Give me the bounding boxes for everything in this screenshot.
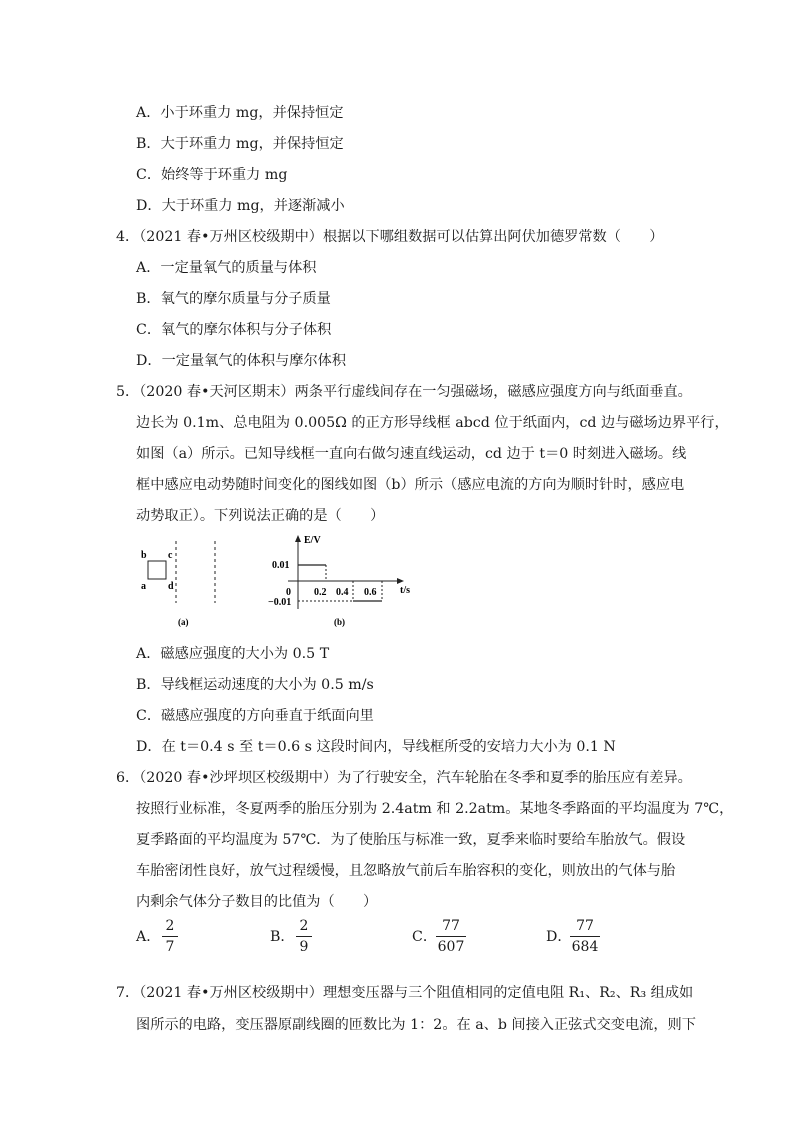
- q5-stem-line-1: 5．（2020 春•天河区期末）两条平行虚线间存在一匀强磁场，磁感应强度方向与纸面垂直。: [116, 384, 692, 400]
- y-tick-neg: −0.01: [268, 597, 292, 608]
- q6-option-b-denominator: 9: [299, 939, 309, 955]
- caption-a: (a): [178, 617, 189, 627]
- q6-option-a-numerator: 2: [165, 918, 175, 934]
- label-a: a: [141, 581, 146, 592]
- q6-option-a-fraction: [162, 917, 178, 956]
- q7-stem-line-1: 7．（2021 春•万州区校级期中）理想变压器与三个阻值相同的定值电阻 R₁、R₂、R₃ 组成如: [116, 985, 694, 1001]
- q6-stem-line-1: 6．（2020 春•沙坪坝区校级期中）为了行驶安全，汽车轮胎在冬季和夏季的胎压应有差异。: [116, 770, 692, 786]
- x-axis-arrow: [397, 578, 404, 584]
- q4-option-b: B．氧气的摩尔质量与分子质量: [136, 291, 331, 307]
- q4-stem: 4．（2021 春•万州区校级期中）根据以下哪组数据可以估算出阿伏加德罗常数（ ）: [116, 229, 664, 245]
- q6-option-d-fraction: [570, 917, 600, 956]
- q3-option-b: B．大于环重力 mg，并保持恒定: [136, 136, 344, 152]
- square-loop: [148, 561, 166, 579]
- x-tick-0-4: 0.4: [336, 587, 349, 598]
- q6-option-b-numerator: 2: [299, 918, 309, 934]
- q6-option-d-label: D．: [546, 929, 572, 945]
- label-d: d: [168, 581, 174, 592]
- figure-b: [268, 535, 410, 627]
- label-c: c: [168, 550, 173, 561]
- q4-option-d: D．一定量氧气的体积与摩尔体积: [136, 353, 347, 369]
- y-tick-pos: 0.01: [272, 560, 290, 571]
- q5-stem-line-2: 边长为 0.1m、总电阻为 0.005Ω 的正方形导线框 abcd 位于纸面内，cd 边与磁场边界平行，: [136, 415, 729, 431]
- q6-stem-line-5: 内剩余气体分子数目的比值为（ ）: [136, 894, 378, 910]
- q7-stem-line-2: 图所示的电路，变压器原副线圈的匝数比为 1：2。在 a、b 间接入正弦式交变电流，则下: [136, 1017, 696, 1033]
- q6-option-c-label: C．: [412, 929, 438, 945]
- origin-label: 0: [286, 587, 291, 598]
- q5-option-b: B．导线框运动速度的大小为 0.5 m/s: [136, 677, 374, 693]
- x-tick-0-6: 0.6: [364, 587, 377, 598]
- q6-stem-line-2: 按照行业标准，冬夏两季的胎压分别为 2.4atm 和 2.2atm。某地冬季路面的平均温度为 7℃，: [136, 801, 734, 817]
- q6-option-d-denominator: 684: [571, 939, 599, 955]
- q5-stem-line-4: 框中感应电动势随时间变化的图线如图（b）所示（感应电流的方向为顺时针时，感应电: [136, 477, 685, 493]
- q6-option-d-numerator: 77: [576, 918, 594, 934]
- q6-stem-line-3: 夏季路面的平均温度为 57℃．为了使胎压与标准一致，夏季来临时要给车胎放气。假设: [136, 832, 686, 848]
- q6-option-b-label: B．: [270, 929, 295, 945]
- q6-option-c-fraction: [436, 917, 466, 956]
- q5-option-c: C．磁感应强度的方向垂直于纸面向里: [136, 708, 374, 724]
- q6-stem-line-4: 车胎密闭性良好，放气过程缓慢，且忽略放气前后车胎容积的变化，则放出的气体与胎: [136, 863, 676, 879]
- y-axis-label: E/V: [304, 535, 321, 546]
- q6-option-a-denominator: 7: [165, 939, 175, 955]
- q5-option-d: D．在 t＝0.4 s 至 t＝0.6 s 这段时间内，导线框所受的安培力大小为 0.1 N: [136, 739, 616, 755]
- caption-b: (b): [334, 617, 345, 627]
- q5-option-a: A．磁感应强度的大小为 0.5 T: [136, 646, 330, 662]
- q6-option-b-fraction: [296, 917, 312, 956]
- q5-figure: [138, 533, 418, 633]
- q6-option-a-label: A．: [136, 929, 161, 945]
- y-axis-arrow: [295, 535, 301, 542]
- q6-option-c-numerator: 77: [442, 918, 460, 934]
- q5-stem-line-3: 如图（a）所示。已知导线框一直向右做匀速直线运动，cd 边于 t＝0 时刻进入磁场。线: [136, 446, 687, 462]
- q3-option-d: D．大于环重力 mg，并逐渐减小: [136, 198, 345, 214]
- q3-option-c: C．始终等于环重力 mg: [136, 167, 288, 183]
- q4-option-a: A．一定量氧气的质量与体积: [136, 260, 317, 276]
- q4-option-c: C．氧气的摩尔体积与分子体积: [136, 322, 332, 338]
- x-axis-label: t/s: [400, 585, 410, 596]
- q3-option-a: A．小于环重力 mg，并保持恒定: [136, 105, 344, 121]
- label-b: b: [141, 550, 147, 561]
- figure-a: [141, 541, 215, 627]
- q6-option-c-denominator: 607: [437, 939, 465, 955]
- q5-stem-line-5: 动势取正）。下列说法正确的是（ ）: [136, 508, 385, 524]
- x-tick-0-2: 0.2: [314, 587, 327, 598]
